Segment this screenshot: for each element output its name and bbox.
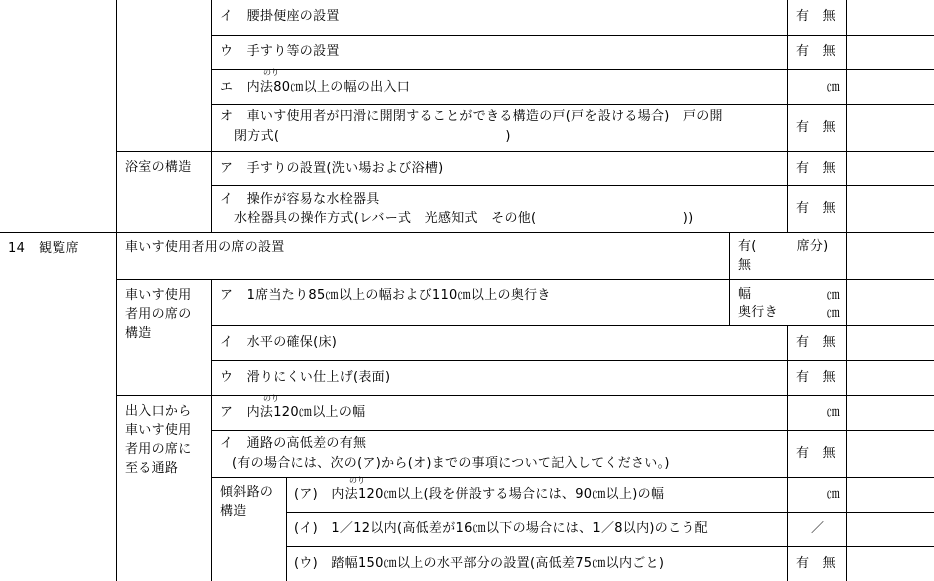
seat-depth-unit: ㎝ xyxy=(826,306,840,321)
toilet-handrail-label: ウ 手すり等の設置 xyxy=(220,44,340,59)
rule xyxy=(116,0,117,581)
rule xyxy=(0,232,934,233)
route-heading-line3: 者用の席に xyxy=(125,442,192,457)
rule xyxy=(286,512,934,513)
seat-structure-heading-line2: 者用の席の xyxy=(125,307,192,322)
rule xyxy=(211,185,934,186)
bath-faucet-line2: 水栓器具の操作方式(レバー式 光感知式 その他( )) xyxy=(234,211,694,226)
rule xyxy=(211,104,934,105)
rule xyxy=(211,69,934,70)
slope-heading-line2: 構造 xyxy=(220,504,247,519)
toilet-door-line2: 閉方式( ) xyxy=(234,129,511,144)
seat-nonslip-option: 有 無 xyxy=(796,370,836,385)
rule xyxy=(211,35,934,36)
toilet-handrail-option: 有 無 xyxy=(796,44,836,59)
seat-install-label: 車いす使用者用の席の設置 xyxy=(125,240,285,255)
toilet-door-line1: オ 車いす使用者が円滑に開閉することができる構造の戸(戸を設ける場合) 戸の開 xyxy=(220,109,723,124)
slope-gradient-value: ／ xyxy=(811,521,825,536)
rule xyxy=(286,477,287,581)
rule xyxy=(116,395,934,396)
rule xyxy=(211,360,934,361)
toilet-door-option: 有 無 xyxy=(796,120,836,135)
route-heading-line2: 車いす使用 xyxy=(125,423,192,438)
route-heading-line1: 出入口から xyxy=(125,404,192,419)
route-level-line1: イ 通路の高低差の有無 xyxy=(220,436,367,451)
bath-handrail-label: ア 手すりの設置(洗い場および浴槽) xyxy=(220,161,444,176)
bath-handrail-option: 有 無 xyxy=(796,161,836,176)
rule xyxy=(211,430,934,431)
seat-depth-label: 奥行き xyxy=(738,305,778,320)
seat-size-label: ア 1席当たり85㎝以上の幅および110㎝以上の奥行き xyxy=(220,288,551,303)
rule xyxy=(846,0,847,581)
rule xyxy=(211,477,934,478)
seat-install-option-yes: 有( 席分) xyxy=(738,239,829,254)
toilet-seat-label: イ 腰掛便座の設置 xyxy=(220,9,340,24)
rule xyxy=(787,0,788,232)
route-width-unit: ㎝ xyxy=(826,405,840,420)
toilet-seat-option: 有 無 xyxy=(796,9,836,24)
furigana: のり xyxy=(263,394,279,403)
seat-level-option: 有 無 xyxy=(796,335,836,350)
bath-faucet-option: 有 無 xyxy=(796,201,836,216)
seat-structure-heading-line3: 構造 xyxy=(125,326,152,341)
rule xyxy=(211,279,212,581)
rule xyxy=(729,232,730,325)
route-level-line2: (有の場合には、次の(ア)から(オ)までの事項について記入してください。) xyxy=(232,456,670,471)
seat-structure-heading-line1: 車いす使用 xyxy=(125,288,192,303)
bath-faucet-line1: イ 操作が容易な水栓器具 xyxy=(220,192,380,207)
rule xyxy=(286,546,934,547)
route-heading-line4: 至る通路 xyxy=(125,461,179,476)
seat-width-unit: ㎝ xyxy=(826,288,840,303)
slope-heading-line1: 傾斜路の xyxy=(220,485,274,500)
rule xyxy=(116,279,934,280)
route-level-option: 有 無 xyxy=(796,446,836,461)
rule xyxy=(211,0,212,232)
slope-gradient-label: (イ) 1／12以内(高低差が16㎝以下の場合には、1／8以内)のこう配 xyxy=(294,521,708,536)
seat-level-label: イ 水平の確保(床) xyxy=(220,335,338,350)
seat-nonslip-label: ウ 滑りにくい仕上げ(表面) xyxy=(220,370,391,385)
furigana: のり xyxy=(263,68,279,77)
section-number: 14 xyxy=(8,241,26,256)
route-width-label: ア 内法120㎝以上の幅 xyxy=(220,405,366,420)
slope-width-unit: ㎝ xyxy=(826,487,840,502)
seat-width-label: 幅 xyxy=(738,287,752,302)
rule xyxy=(787,325,788,581)
slope-landing-option: 有 無 xyxy=(796,556,836,571)
seat-install-option-no: 無 xyxy=(738,258,752,273)
toilet-entrance-unit: ㎝ xyxy=(826,80,840,95)
slope-width-label: (ア) 内法120㎝以上(段を併設する場合には、90㎝以上)の幅 xyxy=(294,487,665,502)
slope-landing-label: (ウ) 踏幅150㎝以上の水平部分の設置(高低差75㎝以内ごと) xyxy=(294,556,665,571)
furigana: のり xyxy=(349,476,365,485)
section-heading: 観覧席 xyxy=(39,241,79,256)
rule xyxy=(116,151,934,152)
bath-heading: 浴室の構造 xyxy=(125,160,192,175)
toilet-entrance-label: エ 内法80㎝以上の幅の出入口 xyxy=(220,80,411,95)
rule xyxy=(211,325,934,326)
